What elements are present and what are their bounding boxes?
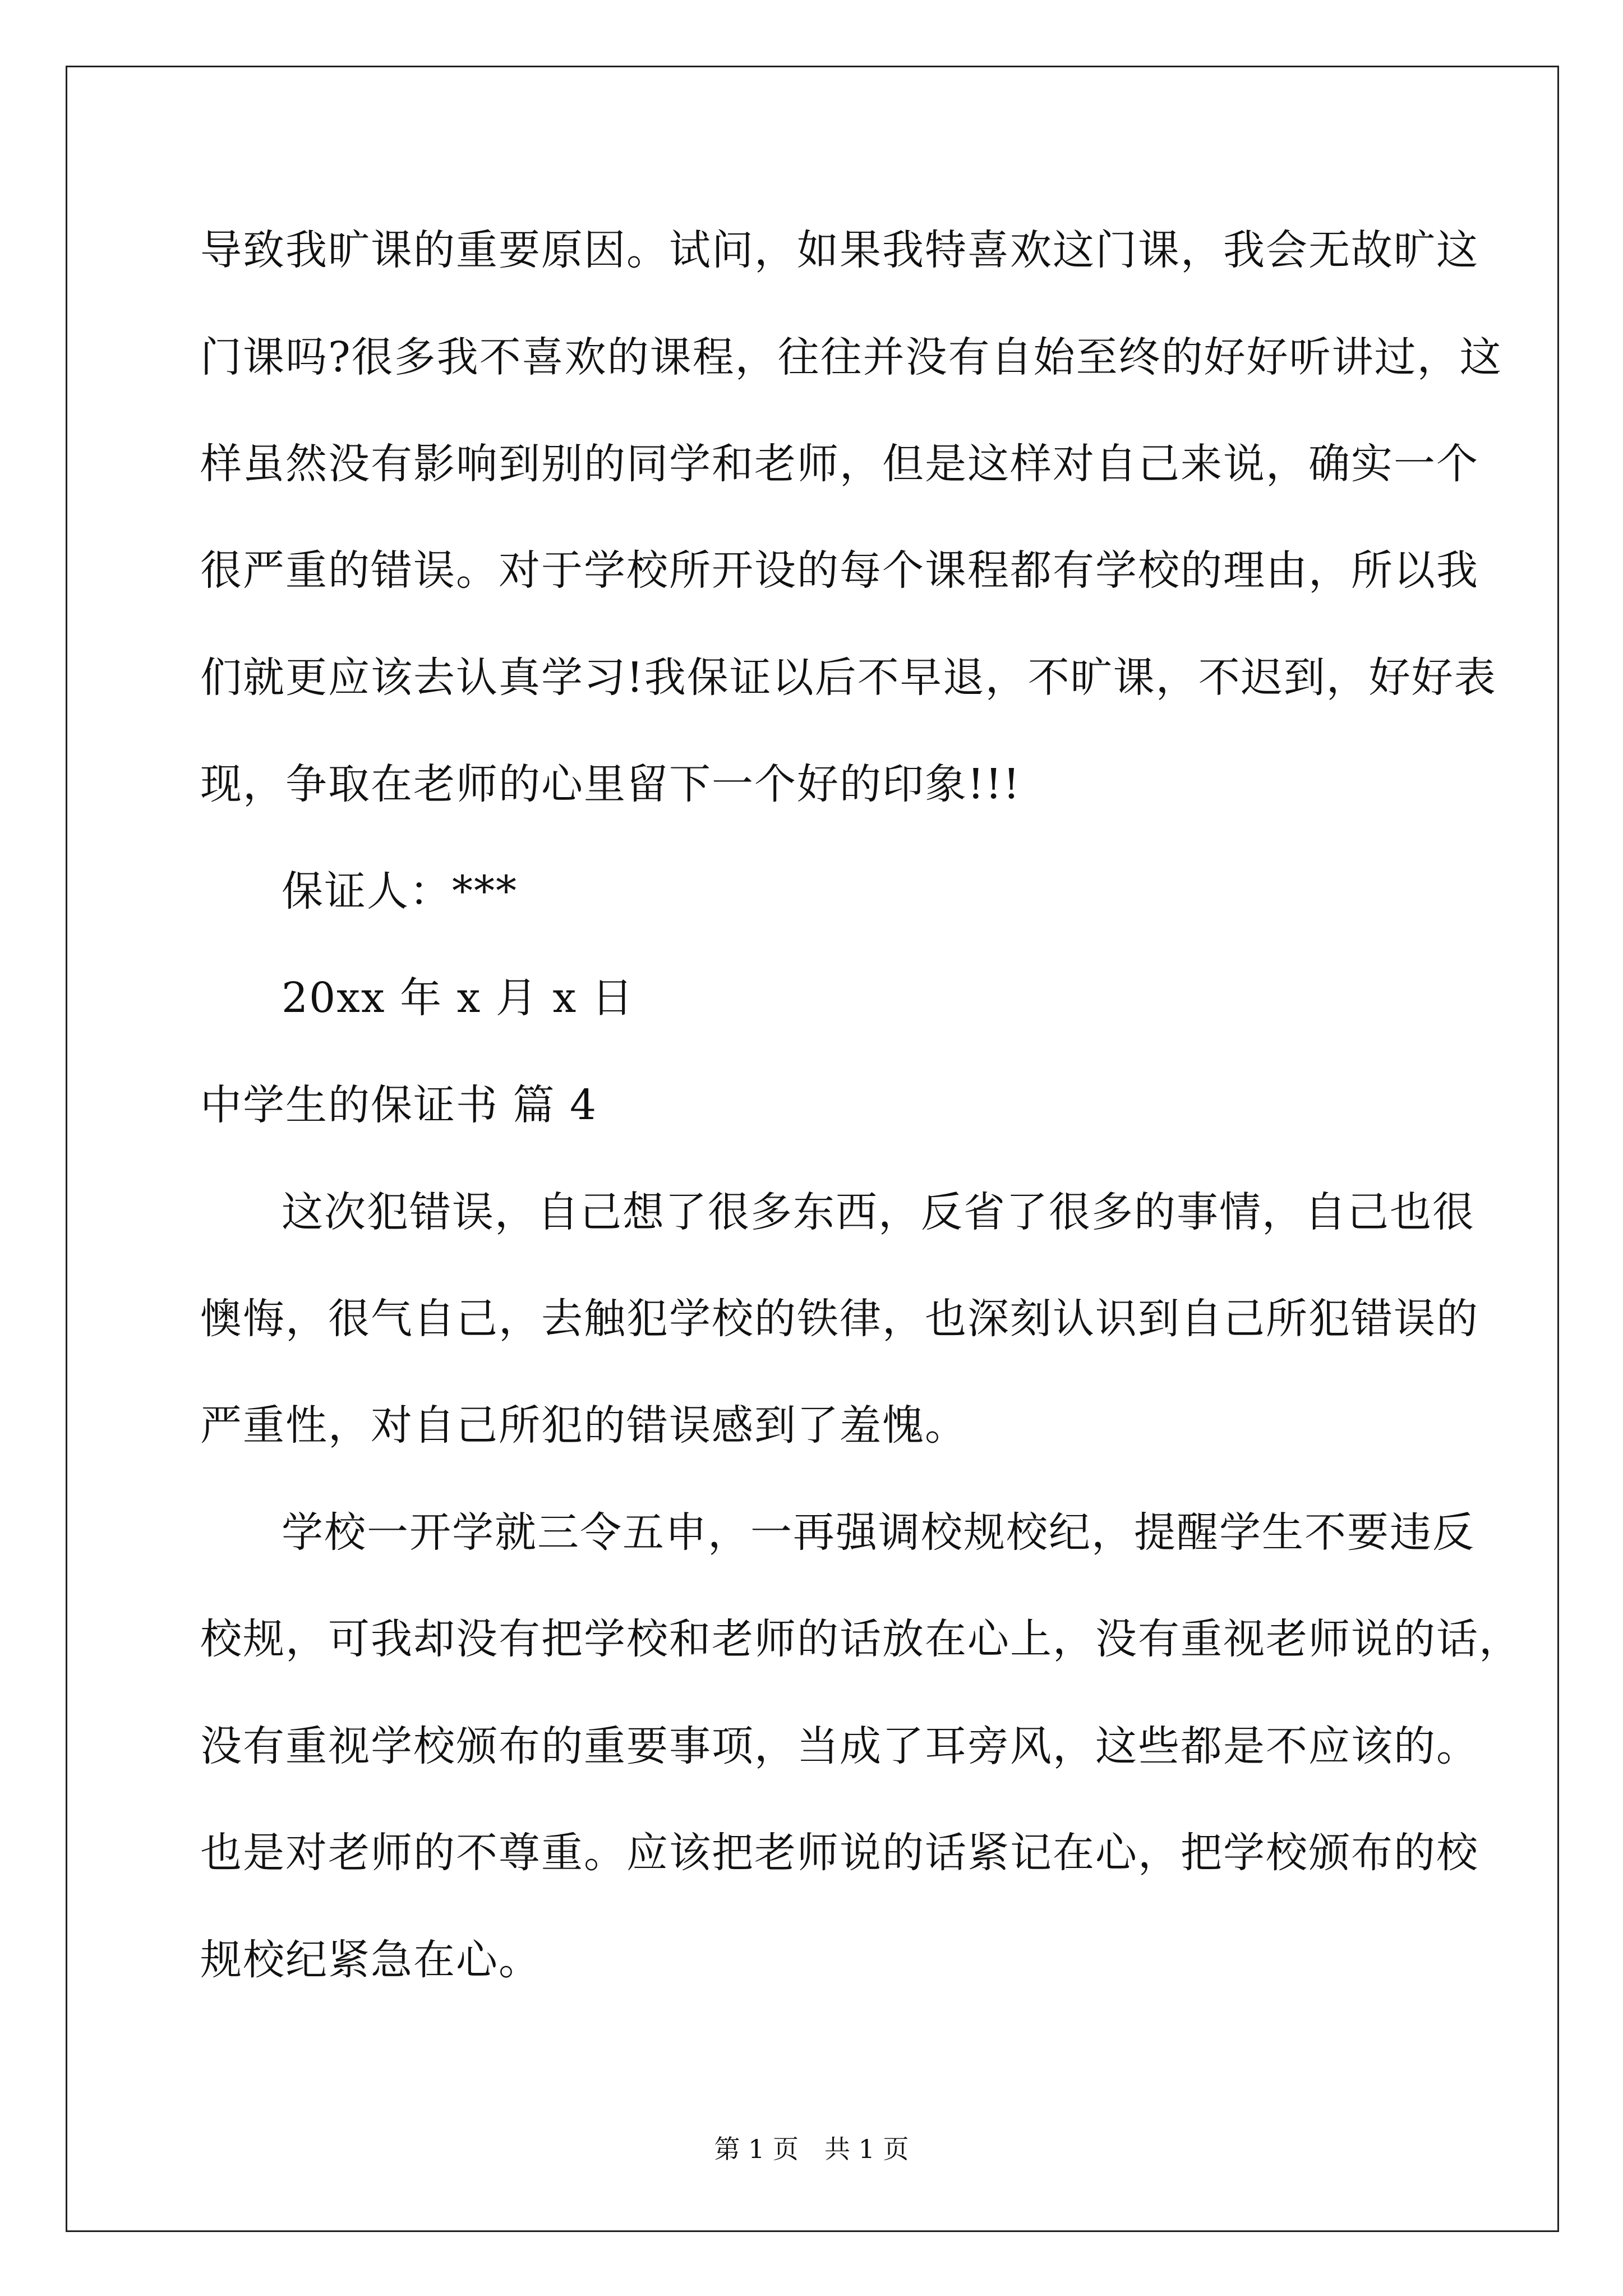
body-line: 很严重的错误。对于学校所开设的每个课程都有学校的理由，所以我 xyxy=(200,546,1479,595)
paragraph-line: 懊悔，很气自己，去触犯学校的铁律，也深刻认识到自己所犯错误的 xyxy=(200,1295,1479,1343)
page-border xyxy=(66,66,1559,2232)
body-line: 导致我旷课的重要原因。试问，如果我特喜欢这门课，我会无故旷这 xyxy=(200,226,1479,274)
paragraph-line: 严重性，对自己所犯的错误感到了羞愧。 xyxy=(200,1401,967,1450)
paragraph-line: 规校纪紧急在心。 xyxy=(200,1936,541,1984)
body-line: 门课吗?很多我不喜欢的课程，往往并没有自始至终的好好听讲过，这 xyxy=(200,333,1502,381)
paragraph-line: 也是对老师的不尊重。应该把老师说的话紧记在心，把学校颁布的校 xyxy=(200,1829,1479,1877)
body-line: 现，争取在老师的心里留下一个好的印象!!! xyxy=(200,760,1021,808)
paragraph-line: 学校一开学就三令五申，一再强调校规校纪，提醒学生不要违反 xyxy=(282,1508,1475,1557)
body-line: 们就更应该去认真学习!我保证以后不早退，不旷课，不迟到，好好表 xyxy=(200,654,1497,702)
signature-line: 保证人：*** xyxy=(282,867,518,915)
paragraph-line: 这次犯错误，自己想了很多东西，反省了很多的事情，自己也很 xyxy=(282,1188,1475,1236)
page-number: 第 1 页 共 1 页 xyxy=(714,2134,909,2164)
body-line: 样虽然没有影响到别的同学和老师，但是这样对自己来说，确实一个 xyxy=(200,440,1479,488)
paragraph-line: 校规，可我却没有把学校和老师的话放在心上，没有重视老师说的话， xyxy=(200,1615,1521,1663)
date-line: 20xx 年 x 月 x 日 xyxy=(282,974,634,1022)
paragraph-line: 没有重视学校颁布的重要事项，当成了耳旁风，这些都是不应该的。 xyxy=(200,1722,1479,1770)
section-title: 中学生的保证书 篇 4 xyxy=(200,1081,598,1129)
